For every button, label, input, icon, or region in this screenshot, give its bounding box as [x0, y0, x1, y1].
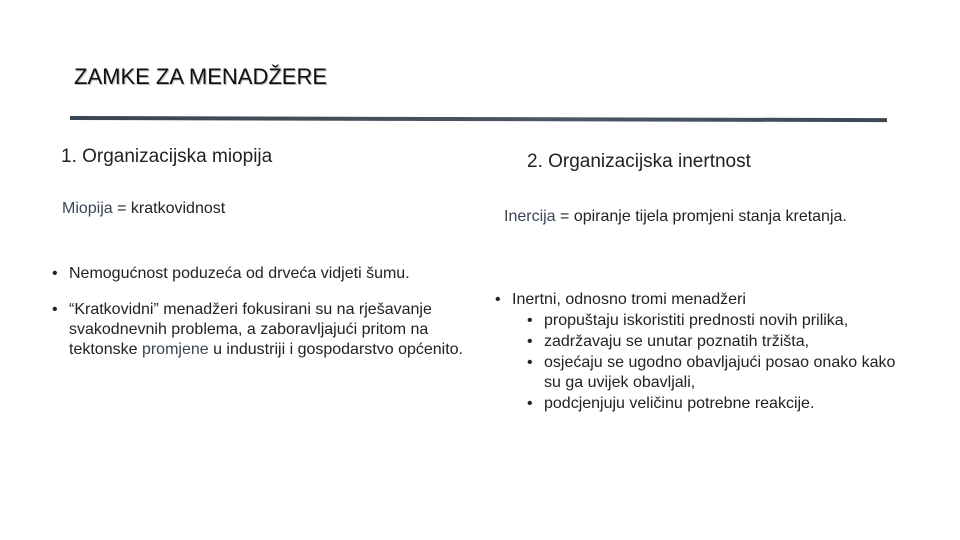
- list-item: • Nemogućnost poduzeća od drveća vidjeti šumu.: [51, 264, 476, 284]
- accent-word: promjene: [141, 341, 209, 358]
- right-definition: [504, 207, 874, 227]
- left-definition-term: Miopija: [62, 200, 113, 217]
- list-item: • zadržavaju se unutar poznatih tržišta,: [526, 332, 898, 352]
- list-item: • Inertni, odnosno tromi menadžeri • propuštaju iskoristiti prednosti novih prilika, • zadržavaju se unutar poznatih tržišta, • osjećaju se ugodno obavljajući posao onako kako su ga uvijek obavljali, • podcjenjuju veličinu potrebne reakcije.: [494, 290, 934, 414]
- list-item: • propuštaju iskoristiti prednosti novih prilika,: [526, 311, 898, 331]
- list-item: • osjećaju se ugodno obavljajući posao onako kako su ga uvijek obavljali,: [526, 353, 898, 393]
- left-heading: 1. Organizacijska miopija: [61, 146, 273, 167]
- page-title: ZAMKE ZA MENADŽERE: [74, 64, 328, 89]
- right-definition-text: = opiranje tijela promjeni stanja kretanja.: [555, 208, 847, 225]
- left-definition-text: = kratkovidnost: [112, 200, 226, 217]
- right-bullet-list: [494, 290, 934, 414]
- left-bullet-list: [51, 264, 476, 376]
- left-definition: [62, 199, 442, 219]
- right-heading: 2. Organizacijska inertnost: [527, 151, 751, 172]
- list-item: • “Kratkovidni” menadžeri fokusirani su na rješavanje svakodnevnih problema, a zaboravljajući pritom na tektonske promjene u industriji i gospodarstvo općenito.: [51, 300, 476, 360]
- list-item: • podcjenjuju veličinu potrebne reakcije.: [526, 394, 898, 414]
- right-sub-list: [526, 311, 898, 414]
- title-underline: [70, 116, 887, 122]
- right-definition-term: Inercija: [504, 208, 556, 225]
